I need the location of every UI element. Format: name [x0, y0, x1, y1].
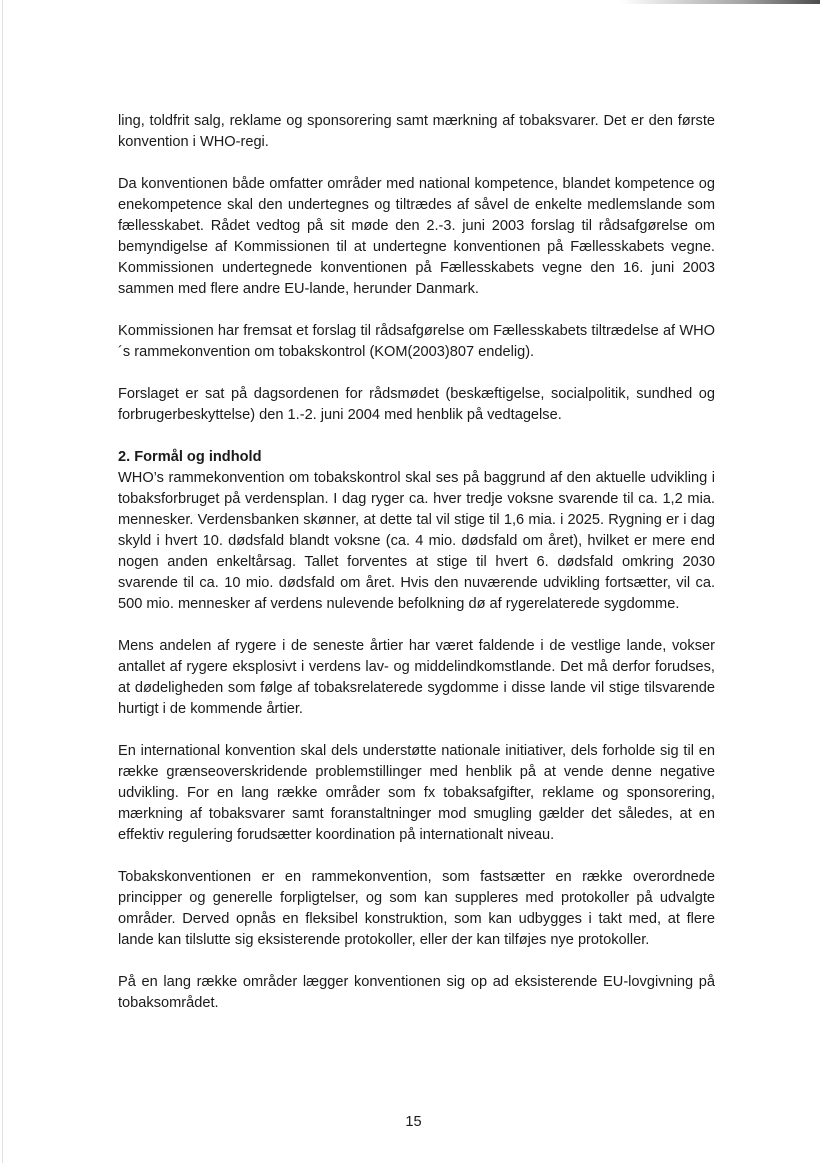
paragraph-competence: Da konventionen både omfatter områder med national kompetence, blandet kompetence og enekompetence skal den undertegnes og tiltrædes af såvel de enkelte medlemslande som fællesskabet. Rådet vedtog på sit møde den 2.-3. juni 2003 forslag til rådsafgørelse om bemyndigelse af Kommissionen til at undertegne konventionen på Fællesskabets vegne. Kommissionen undertegnede konventionen på Fællesskabets vegne den 16. juni 2003 sammen med flere andre EU-lande, herunder Danmark. [118, 176, 715, 297]
paragraph-continuation: ling, toldfrit salg, reklame og sponsorering samt mærkning af tobaksvarer. Det er den første konvention i WHO-regi. [118, 113, 715, 150]
paragraph-background: WHO’s rammekonvention om tobakskontrol skal ses på baggrund af den aktuelle udvikling i tobaksforbruget på verdensplan. I dag ryger ca. hver tredje voksne svarende til ca. 1,2 mia. mennesker. Verdensbanken skønner, at dette tal vil stige til 1,6 mia. i 2025. Rygning er i dag skyld i hvert 10. dødsfald blandt voksne (ca. 4 mio. dødsfald om året), hvilket er mere end nogen anden enkeltårsag. Tallet forventes at stige til hvert 6. dødsfald omkring 2030 svarende til ca. 10 mio. dødsfald om året. Hvis den nuværende udvikling fortsætter, vil ca. 500 mio. mennesker af verdens nulevende befolkning dø af rygerelaterede sygdomme. [118, 470, 715, 612]
scan-edge-mark [620, 0, 820, 4]
scan-left-border [2, 0, 3, 1163]
paragraph-agenda: Forslaget er sat på dagsordenen for rådsmødet (beskæftigelse, socialpolitik, sundhed og forbrugerbeskyttelse) den 1.-2. juni 2004 med henblik på vedtagelse. [118, 386, 715, 423]
section-heading: 2. Formål og indhold [118, 449, 262, 465]
paragraph-framework: Tobakskonventionen er en rammekonvention, som fastsætter en række overordnede principper og generelle forpligtelser, og som kan suppleres med protokoller på udvalgte områder. Derved opnås en fleksibel konstruktion, som kan udbygges i takt med, at flere lande kan tilslutte sig eksisterende protokoller, eller der kan tilføjes nye protokoller. [118, 869, 715, 948]
paragraph-international: En international konvention skal dels understøtte nationale initiativer, dels forholde sig til en række grænseoverskridende problemstillinger med henblik på at vende denne negative udvikling. For en lang række områder som fx tobaksafgifter, reklame og sponsorering, mærkning af tobaksvarer samt foranstaltninger mod smugling gælder det således, at en effektiv regulering forudsætter koordination på internationalt niveau. [118, 743, 715, 843]
paragraph-commission-proposal: Kommissionen har fremsat et forslag til rådsafgørelse om Fællesskabets tiltrædelse af WHO´s rammekonvention om tobakskontrol (KOM(2003)807 endelig). [118, 323, 715, 360]
paragraph-eu-legislation: På en lang række områder lægger konventionen sig op ad eksisterende EU-lovgivning på tobaksområdet. [118, 974, 715, 1011]
page-number: 15 [405, 1114, 422, 1130]
body-text [118, 111, 715, 1014]
paragraph-trends: Mens andelen af rygere i de seneste årtier har været faldende i de vestlige lande, vokser antallet af rygere eksplosivt i verdens lav- og middelindkomstlande. Det må derfor forudses, at dødeligheden som følge af tobaksrelaterede sygdomme i disse lande vil stige tilsvarende hurtigt i de kommende årtier. [118, 638, 715, 717]
